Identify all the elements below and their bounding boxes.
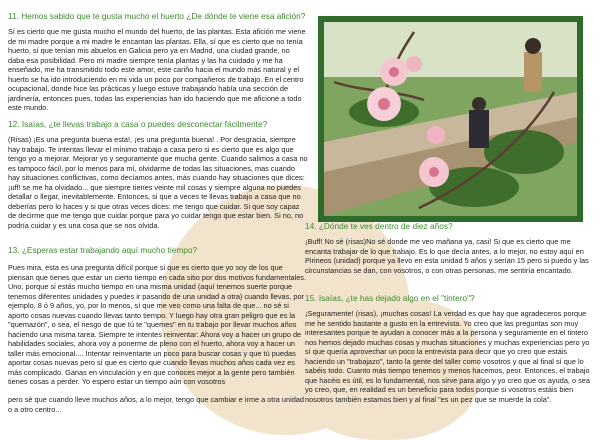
answer-11: Sí es cierto que me gusta mucho el mundo del huerto, de las plantas. Esta afición me viene de mi madre porque a mi madre le encantan las plantas. Ella, sí que es cierto que no tenía huerto, sí que tenían mis abuelos en Galicia pero ya en Madrid, una ciudad grande, no daba esa posibilidad. Pero mi madre siempre tenía plantas y las ha cuidado y me ha enseñado, me ha transmitido todo este amor, este cariño hacia el mundo más natural y el huerto se ha ido introduciendo en mi vida un poco por compañeros de trabajo. En el centro ocupacional, donde hice las prácticas y luego estuve trabajando había una sección de jardinería, entonces pues, todas las experiencias han ido haciendo que me aficione a todo este mundo.	[8, 27, 306, 112]
answer-13: Pues mira, esta es una pregunta difícil porque si que es cierto que yo soy de los que piensan que tienes que estar un cierto tiempo en cada sitio por dos motivos fundamentales. Uno, porque si estás mucho tiempo en una misma unidad (aquí tenemos suerte porque tenemos diferentes unidades y puedes ir pasando de una unidad a otra) cuando llevas, por ejemplo, 8 ó 9 años, yo, por lo menos, sí que me veo como una falta de que... no sé si aporto cosas nuevas cuando llevas tanto tiempo. Y luego hay otra gran peligro que es la "quemazón", o sea, el riesgo de que tú te "quemes" en tu trabajo por llevar muchos años haciendo una misma tarea. Siempre te intentes reinventar: Ahora voy a hacer un grupo de habilidades sociales, ahora voy a ponerme de pleno con el huerto, ahora voy a hacer un taller más emocional.... Intentar reinventarte un poco para buscar cosas y que tú puedas aportar cosas nuevas pero sí que es cierto que cuando llevas muchos años cada vez es más complicado. Ganas en vinculación y en que conoces mejor a la gente pero también tienes cosas a perder. Yo espero estar un tiempo aún con vosotros	[8, 263, 307, 386]
garden-blossom-photo	[324, 22, 577, 216]
question-13: 13. ¿Esperas estar trabajando aquí mucho tiempo?	[8, 245, 198, 255]
answer-14: ¡Buff! No sé (risas)No sé donde me veo mañana ya, casi! Si que es cierto que me encanta trabajar de lo que trabajo. Es lo que decía antes, a lo mejor, no estoy aquí en Pirineos (unidad) porque ya llevo en esta unidad 5 años y serían 15 pero si puedo y las circunstancias se dan, con vosotros, o con otras personas, me sentiría encantado.	[305, 237, 589, 275]
answer-12: (Risas) ¡Es una pregunta buena esta!, ¡es una pregunta buena! . Por desgracia, siempre hay trabajo. Te intentas llevar el mínimo trabajo a casa pero si es cierto que es algo que tengo yo a mejorar. Mejorar yo y seguramente que mucha gente. Cuando salimos a casa no es tampoco fácil, por lo menos para mí, olvidarme de todas las situaciones, mas cuando hay situaciones conflictivas, como decíamos antes, más cuando hay situaciones que dices: ¡uff! se me ha olvidado... que siempre tienes veinte mil cosas y siempre alguna no puedes detallar o llegar, inevitablemente. Entonces, si que a veces te llevas trabajo a casa que no deberías pero lo haces y si que otras veces dices: me tengo que cuidar. Si que soy capaz de decirme que me tengo que cuidar porque para yo cuidar tengo que estar bien. Si no, no podría cuidar y es una cosa que se nos olvida.	[8, 135, 308, 230]
answer-15: ¡Seguramente! (risas), ¡muchas cosas! La verdad es que hay que agradeceros porque me he sentido bastante a gusto en la entrevista. Yo creo que las preguntas son muy interesantes porque te ayudan a conocer más a la persona y seguramente en el tintero nos hemos dejado muchas cosas y muchas situaciones y muchas experiencias pero yo sí que quería aprovechar un poco la entrevista para decir que yo creo que estáis haciendo un "trabajazo", tanto la gente del taller como vosotros y que al final sí que lo sabéis todo. Cuanto más tiempo tenemos y menos hacemos, peor. Entonces, el trabajo que hacéis es útil, es lo fundamental, nos sirve para algo y yo creo que os ayuda, o sea yo creo, que, en realidad es un beneficio para todos porque si vosotros estáis bien nosotros también estamos bien y al final "es un pez que se muerde la cola".	[305, 309, 590, 404]
question-15: 15. Isaías, ¿te has dejado algo en el "tintero"?	[305, 293, 475, 303]
question-11: 11. Hemos sabido que te gusta mucho el huerto ¿De dónde te viene esa afición?	[8, 11, 306, 21]
question-14: 14. ¿Dónde te ves dentro de diez años?	[305, 221, 453, 231]
answer-13-continued: pero sé que cuando lleve muchos años, a lo mejor, tengo que cambiar e irme a otra unidad o a otro centro...	[8, 395, 304, 414]
question-12: 12. Isaías, ¿te llevas trabajo a casa o puedes desconectar fácilmente?	[8, 119, 268, 129]
photo-frame	[318, 16, 583, 222]
garden-photo-illustration	[324, 22, 577, 216]
